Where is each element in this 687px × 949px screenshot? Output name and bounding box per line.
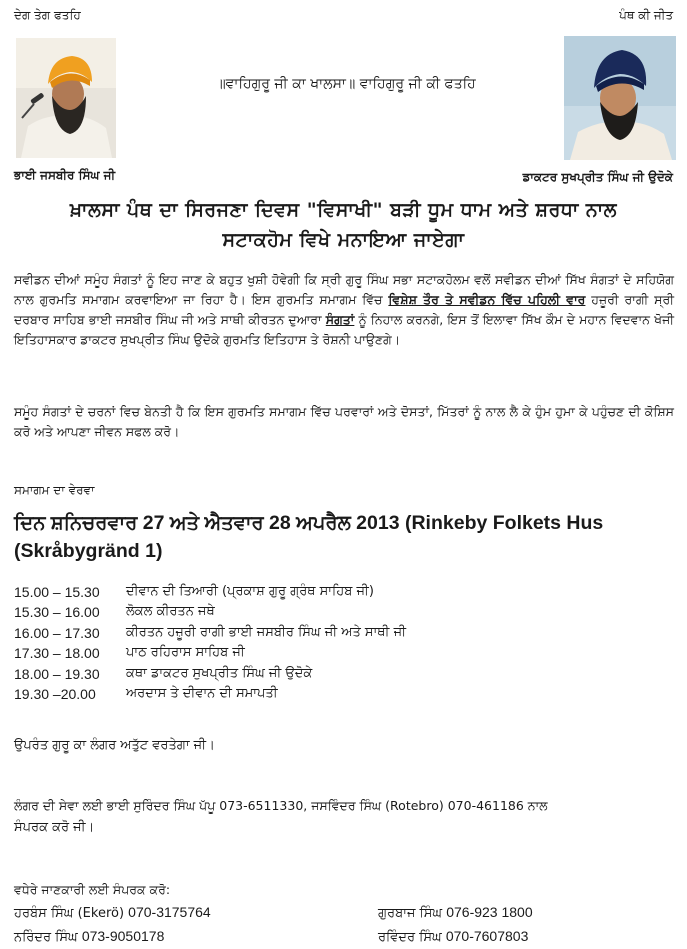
program-row <box>14 643 614 663</box>
contacts-heading: ਵਧੇਰੇ ਜਾਣਕਾਰੀ ਲਈ ਸੰਪਰਕ ਕਰੋ: <box>14 882 171 897</box>
contact-entry <box>14 925 211 949</box>
program-time: 16.00 – 17.30 <box>14 624 100 641</box>
program-item: ਅਰਦਾਸ ਤੇ ਦੀਵਾਨ ਦੀ ਸਮਾਪਤੀ <box>126 686 278 702</box>
left-photo-caption: ਭਾਈ ਜਸਬੀਰ ਸਿੰਘ ਜੀ <box>14 168 116 182</box>
contacts-left <box>14 901 211 949</box>
headline-line-2: ਸਟਾਕਹੋਮ ਵਿਖੇ ਮਨਾਇਆ ਜਾਏਗਾ <box>222 229 465 251</box>
intro-text-1: ਸਵੀਡਨ ਦੀਆਂ ਸਮੂੰਹ ਸੰਗਤਾਂ ਨੂੰ ਇਹ ਜਾਣ ਕੇ ਬਹੁਤ ਖੁਸ਼ੀ ਹੋਵੇਗੀ ਕਿ ਸ੍ਰੀ ਗੁਰੂ ਸਿੰਘ ਸਭਾ ਸਟਾਕਹੋਲਮ ਵਲੋਂ ਸਵੀਡਨ ਦੀਆਂ ਸਿੱਖ ਸੰਗਤਾਂ ਦੇ ਸਹਿਯੋਗ ਨਾਲ ਗੁਰਮਤਿ ਸਮਾਗਮ ਕਰਵਾਇਆ ਜਾ ਰਿਹਾ ਹੈ। ਇਸ ਗੁਰਮਤਿ ਸਮਾਗਮ ਵਿੱਚ <box>14 272 674 307</box>
greeting: ॥ਵਾਹਿਗੁਰੂ ਜੀ ਕਾ ਖਾਲਸਾ॥ ਵਾਹਿਗੁਰੂ ਜੀ ਕੀ ਫਤਹਿ <box>216 76 476 92</box>
photo-sukhpreet-singh-udoke <box>564 36 676 160</box>
contact-phone: 073-9050178 <box>81 928 165 944</box>
program-time: 17.30 – 18.00 <box>14 645 100 662</box>
contact-name: ਗੁਰਬਾਜ ਸਿੰਘ <box>378 906 443 921</box>
contact-phone: 070-7607803 <box>445 928 529 944</box>
contact-entry <box>14 901 211 925</box>
program-row <box>14 582 614 602</box>
right-photo-caption: ਡਾਕਟਰ ਸੁਖਪ੍ਰੀਤ ਸਿੰਘ ਜੀ ਉਦੋਕੇ <box>522 170 673 184</box>
appeal-paragraph: ਸਮੂੰਹ ਸੰਗਤਾਂ ਦੇ ਚਰਨਾਂ ਵਿਚ ਬੇਨਤੀ ਹੈ ਕਿ ਇਸ ਗੁਰਮਤਿ ਸਮਾਗਮ ਵਿੱਚ ਪਰਵਾਰਾਂ ਅਤੇ ਦੋਸਤਾਂ, ਮਿੱਤਰਾਂ ਨੂੰ ਨਾਲ ਲੈ ਕੇ ਹੁੰਮ ਹੁਮਾ ਕੇ ਪਹੁੰਚਣ ਦੀ ਕੋਸ਼ਿਸ ਕਰੋ ਅਤੇ ਆਪਣਾ ਜੀਵਨ ਸਫਲ ਕਰੋ। <box>14 404 674 439</box>
program-item: ਕਥਾ ਡਾਕਟਰ ਸੁਖਪ੍ਰੀਤ ਸਿੰਘ ਜੀ ਉਦੋਕੇ <box>126 665 313 681</box>
contact-phone: 070-3175764 <box>128 904 211 920</box>
seva-line-1: ਲੰਗਰ ਦੀ ਸੇਵਾ ਲਈ ਭਾਈ ਸੁਰਿੰਦਰ ਸਿੰਘ ਪੱਪੂ 073-6511330, ਜਸਵਿੰਦਰ ਸਿੰਘ (Rotebro) 070-461186 ਨਾਲ <box>14 798 548 813</box>
intro-emphasis-2: ਸੰਗਤਾਂ <box>325 312 355 327</box>
program-item: ਦੀਵਾਨ ਦੀ ਤਿਆਰੀ (ਪ੍ਰਕਾਸ਼ ਗੁਰੂ ਗ੍ਰੰਥ ਸਾਹਿਬ ਜੀ) <box>126 584 374 599</box>
contact-name: ਨਰਿੰਦਰ ਸਿੰਘ <box>14 930 78 945</box>
intro-text-2: ਹਜ਼ੂਰੀ ਰਾਗੀ ਸ੍ਰੀ ਦਰਬਾਰ ਸਾਹਿਬ ਭਾਈ ਜਸਬੀਰ ਸਿੰਘ ਜੀ ਅਤੇ ਸਾਥੀ ਕੀਰਤਨ ਦੁਆਰਾ <box>14 292 675 327</box>
contact-entry <box>378 925 533 949</box>
program-row <box>14 664 614 684</box>
program-item: ਲੋਕਲ ਕੀਰਤਨ ਜਥੇ <box>126 604 215 620</box>
event-details-label: ਸਮਾਗਮ ਦਾ ਵੇਰਵਾ <box>14 483 95 497</box>
top-left-motto: ਦੇਗ ਤੇਗ ਫਤਹਿ <box>14 8 81 22</box>
program-row <box>14 684 614 704</box>
event-date-line-2: (Skråbygränd 1) <box>14 540 163 562</box>
program-time: 15.30 – 16.00 <box>14 604 100 621</box>
program-time: 18.00 – 19.30 <box>14 665 100 682</box>
program-time: 19.30 –20.00 <box>14 686 96 703</box>
program-row <box>14 602 614 622</box>
program-schedule <box>14 582 614 704</box>
intro-emphasis-1: ਵਿਸ਼ੇਸ਼ ਤੌਰ ਤੇ ਸਵੀਡਨ ਵਿੱਚ ਪਹਿਲੀ ਵਾਰ <box>388 292 586 307</box>
contact-phone: 076-923 1800 <box>446 904 533 920</box>
intro-text-3: ਨੂੰ ਨਿਹਾਲ ਕਰਨਗੇ, ਇਸ ਤੋਂ ਇਲਾਵਾ ਸਿੱਖ ਕੌਮ ਦੇ ਮਹਾਨ ਵਿਦਵਾਨ ਖੋਜੀ ਇਤਿਹਾਸਕਾਰ ਡਾਕਟਰ ਸੁਖਪ੍ਰੀਤ ਸਿੰਘ ਉਦੋਕੇ ਗੁਰਮਤਿ ਇਤਿਹਾਸ ਤੇ ਰੋਸ਼ਨੀ ਪਾਉਣਗੇ। <box>14 312 674 347</box>
photo-bhai-jasbir-singh <box>16 38 116 158</box>
langar-note: ਉਪਰੰਤ ਗੁਰੂ ਕਾ ਲੰਗਰ ਅਤੁੱਟ ਵਰਤੇਗਾ ਜੀ। <box>14 738 215 753</box>
top-right-motto: ਪੰਥ ਕੀ ਜੀਤ <box>619 8 673 22</box>
intro-paragraph <box>14 270 674 350</box>
program-time: 15.00 – 15.30 <box>14 584 100 600</box>
contact-entry <box>378 901 533 925</box>
contact-name: ਹਰਬੰਸ ਸਿੰਘ (Ekerö) <box>14 906 125 921</box>
event-date-line-1: ਦਿਨ ਸ਼ਨਿਚਰਵਾਰ 27 ਅਤੇ ਐਤਵਾਰ 28 ਅਪਰੈਲ 2013 (Rinkeby Folkets Hus <box>14 512 604 534</box>
program-item: ਕੀਰਤਨ ਹਜ਼ੂਰੀ ਰਾਗੀ ਭਾਈ ਜਸਬੀਰ ਸਿੰਘ ਜੀ ਅਤੇ ਸਾਥੀ ਜੀ <box>126 624 406 640</box>
headline-line-1: ਖ਼ਾਲਸਾ ਪੰਥ ਦਾ ਸਿਰਜਣਾ ਦਿਵਸ "ਵਿਸਾਖੀ" ਬੜੀ ਧੂਮ ਧਾਮ ਅਤੇ ਸ਼ਰਧਾ ਨਾਲ <box>69 199 618 221</box>
program-row <box>14 623 614 643</box>
contact-name: ਰਵਿੰਦਰ ਸਿੰਘ <box>378 930 442 945</box>
seva-line-2: ਸੰਪਰਕ ਕਰੋ ਜੀ। <box>14 820 95 835</box>
contacts-right <box>378 901 533 949</box>
program-item: ਪਾਠ ਰਹਿਰਾਸ ਸਾਹਿਬ ਜੀ <box>126 645 245 661</box>
